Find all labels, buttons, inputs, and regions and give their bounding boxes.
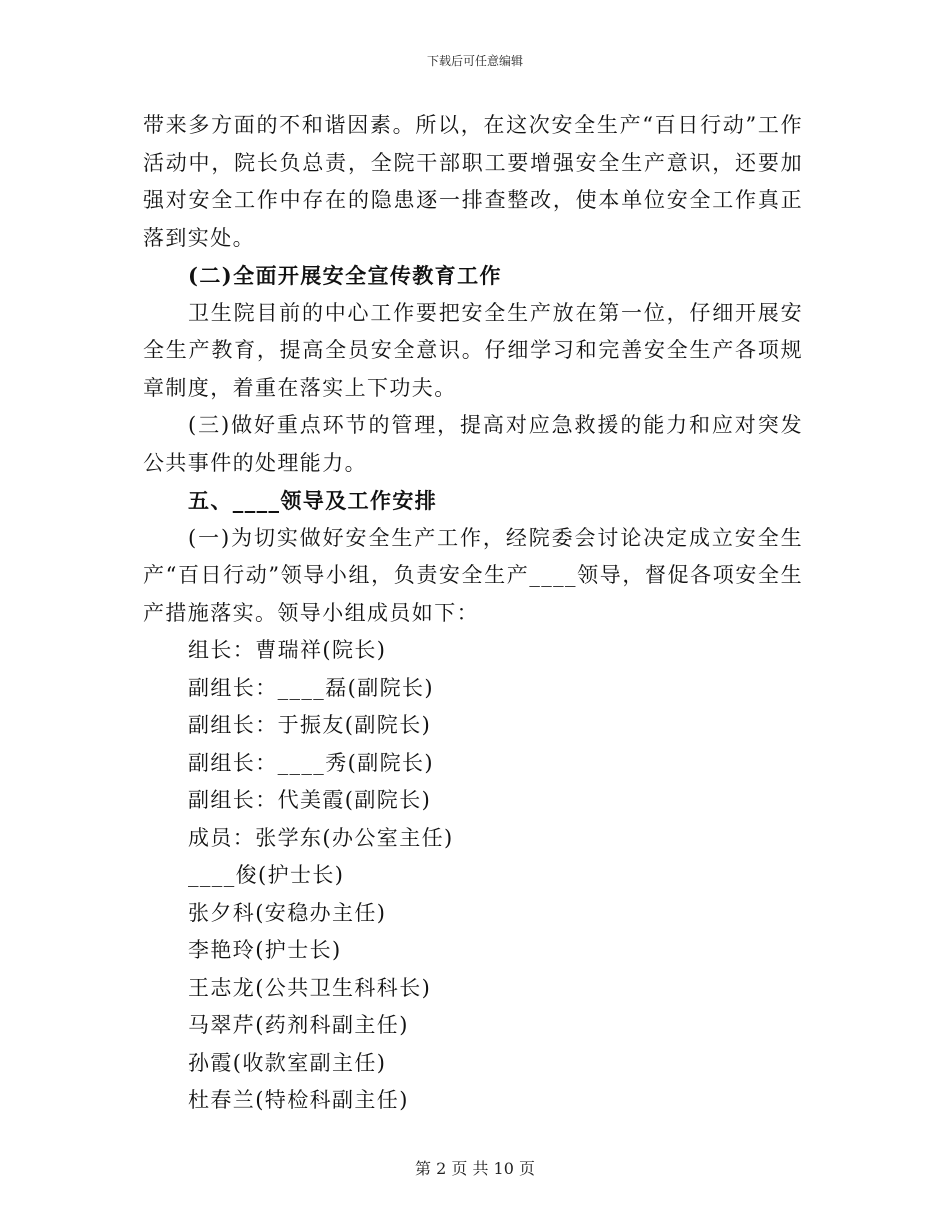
paragraph-3: (三)做好重点环节的管理，提高对应急救援的能力和应对突发公共事件的处理能力。: [143, 413, 803, 475]
member-item: 马翠芹(药剂科副主任): [188, 1013, 409, 1037]
paragraph-2: 卫生院目前的中心工作要把安全生产放在第一位，仔细开展安全生产教育，提高全员安全意识。仔细学习和完善安全生产各项规章制度，着重在落实上下功夫。: [143, 300, 803, 400]
document-body: [143, 107, 803, 1120]
member-item: 王志龙(公共卫生科科长): [188, 975, 432, 1000]
member-item: ____俊(护士长): [188, 863, 345, 887]
member-list: [143, 632, 803, 1120]
member-item: 组长：曹瑞祥(院长): [188, 638, 387, 662]
member-item: 副组长：____磊(副院长): [188, 675, 434, 700]
member-item: 副组长：代美霞(副院长): [188, 788, 432, 812]
section-heading-5: 五、____领导及工作安排: [188, 488, 438, 513]
member-item: 孙霞(收款室副主任): [188, 1050, 387, 1075]
member-item: 张夕科(安稳办主任): [188, 900, 387, 925]
page-header: 下载后可任意编辑: [426, 54, 523, 68]
page-footer: 第 2 页 共 10 页: [415, 1159, 535, 1178]
paragraph-1: 带来多方面的不和谐因素。所以，在这次安全生产“百日行动”工作活动中，院长负总责，全院干部职工要增强安全生产意识，还要加强对安全工作中存在的隐患逐一排查整改，使本单位安全工作真正落到实处。: [143, 113, 803, 250]
member-item: 副组长：____秀(副院长): [188, 750, 434, 775]
member-item: 副组长：于振友(副院长): [188, 713, 432, 737]
paragraph-4: (一)为切实做好安全生产工作，经院委会讨论决定成立安全生产“百日行动”领导小组，负责安全生产____领导，督促各项安全生产措施落实。领导小组成员如下：: [143, 525, 803, 625]
member-item: 杜春兰(特检科副主任): [188, 1088, 409, 1112]
section-heading-2: (二)全面开展安全宣传教育工作: [188, 263, 502, 288]
member-item: 成员：张学东(办公室主任): [188, 825, 454, 850]
member-item: 李艳玲(护士长): [188, 938, 342, 962]
